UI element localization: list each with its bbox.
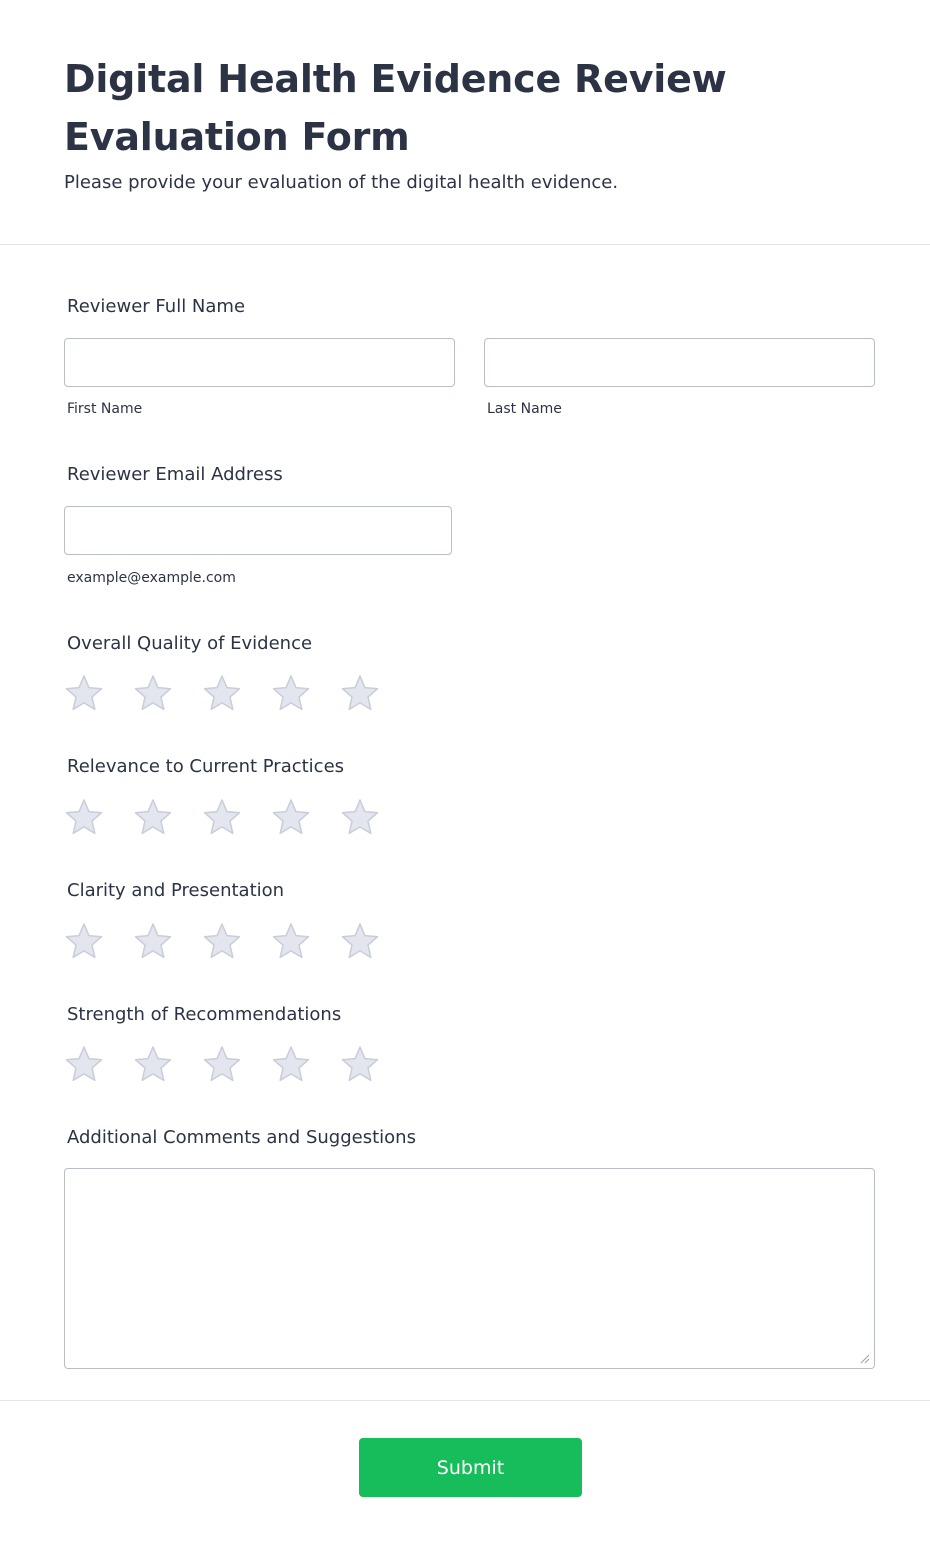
star-icon[interactable] bbox=[340, 921, 380, 961]
star-icon[interactable] bbox=[202, 1044, 242, 1084]
star-icon[interactable] bbox=[133, 797, 173, 837]
resize-grip-icon[interactable] bbox=[858, 1352, 870, 1364]
rating-clarity bbox=[64, 921, 409, 961]
submit-button[interactable]: Submit bbox=[359, 1438, 582, 1497]
star-icon[interactable] bbox=[133, 673, 173, 713]
full-name-label: Reviewer Full Name bbox=[67, 296, 246, 317]
rating-label-overall-quality: Overall Quality of Evidence bbox=[67, 633, 313, 654]
rating-overall-quality bbox=[64, 673, 409, 713]
rating-label-recommendations: Strength of Recommendations bbox=[67, 1004, 342, 1025]
comments-label: Additional Comments and Suggestions bbox=[67, 1127, 416, 1148]
star-icon[interactable] bbox=[133, 921, 173, 961]
form-subtitle: Please provide your evaluation of the digital health evidence. bbox=[64, 172, 619, 193]
star-icon[interactable] bbox=[340, 1044, 380, 1084]
star-icon[interactable] bbox=[64, 673, 104, 713]
email-sublabel: example@example.com bbox=[67, 570, 236, 586]
email-input[interactable] bbox=[64, 506, 452, 555]
star-icon[interactable] bbox=[271, 673, 311, 713]
star-icon[interactable] bbox=[133, 1044, 173, 1084]
rating-recommendations bbox=[64, 1044, 409, 1084]
rating-label-relevance: Relevance to Current Practices bbox=[67, 756, 345, 777]
star-icon[interactable] bbox=[340, 673, 380, 713]
comments-textarea[interactable] bbox=[64, 1168, 875, 1369]
star-icon[interactable] bbox=[271, 921, 311, 961]
last-name-sublabel: Last Name bbox=[487, 401, 562, 417]
star-icon[interactable] bbox=[64, 921, 104, 961]
star-icon[interactable] bbox=[202, 921, 242, 961]
star-icon[interactable] bbox=[202, 797, 242, 837]
star-icon[interactable] bbox=[202, 673, 242, 713]
star-icon[interactable] bbox=[340, 797, 380, 837]
star-icon[interactable] bbox=[64, 1044, 104, 1084]
form-title: Digital Health Evidence Review Evaluation Form bbox=[64, 57, 727, 159]
star-icon[interactable] bbox=[64, 797, 104, 837]
first-name-sublabel: First Name bbox=[67, 401, 143, 417]
star-icon[interactable] bbox=[271, 1044, 311, 1084]
footer-divider bbox=[0, 1400, 930, 1401]
form-header bbox=[0, 0, 930, 245]
last-name-input[interactable] bbox=[484, 338, 875, 387]
email-label: Reviewer Email Address bbox=[67, 464, 283, 485]
star-icon[interactable] bbox=[271, 797, 311, 837]
rating-label-clarity: Clarity and Presentation bbox=[67, 880, 285, 901]
first-name-input[interactable] bbox=[64, 338, 455, 387]
rating-relevance bbox=[64, 797, 409, 837]
